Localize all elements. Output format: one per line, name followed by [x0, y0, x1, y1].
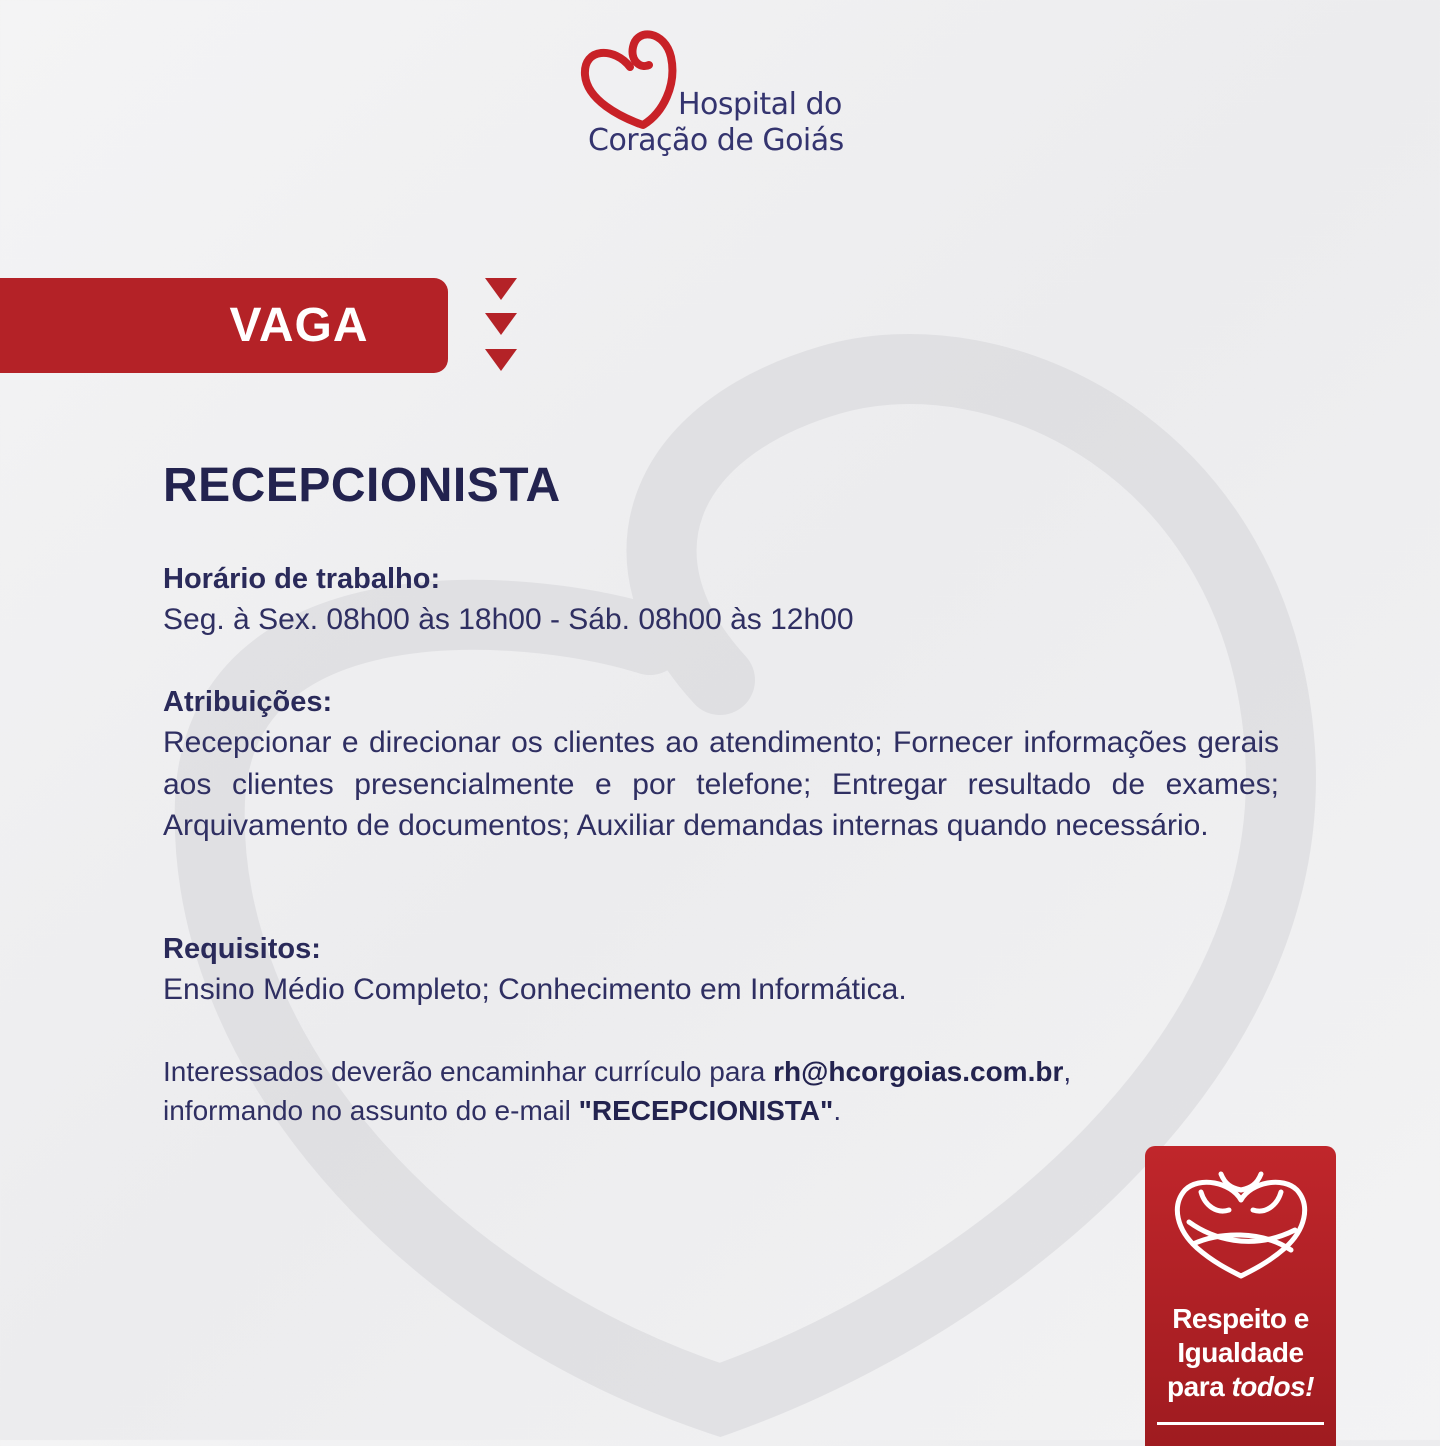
- contact-subject: "RECEPCIONISTA": [578, 1095, 834, 1126]
- logo-text-line1: Hospital do: [678, 87, 842, 122]
- triple-chevron-down-icon: [483, 276, 519, 376]
- contact-middle: , informando no assunto do e-mail: [163, 1056, 1072, 1126]
- vaga-label: VAGA: [229, 299, 369, 352]
- contact-email[interactable]: rh@hcorgoias.com.br: [773, 1056, 1064, 1087]
- schedule-section: [163, 559, 1279, 641]
- duties-text: Recepcionar e direcionar os clientes ao atendimento; Fornecer informações gerais aos clientes presencialmente e por telefone; Entregar resultado de exames; Arquivamento de documentos; Auxiliar demandas internas quando necessário.: [163, 726, 1279, 842]
- duties-section: [163, 682, 1279, 847]
- badge-underline: [1157, 1422, 1324, 1425]
- requirements-heading: Requisitos:: [163, 933, 321, 965]
- contact-instructions: [163, 1052, 1213, 1130]
- badge-line3-a: para: [1167, 1371, 1232, 1402]
- badge-line3-b: todos!: [1231, 1371, 1314, 1402]
- requirements-section: [163, 929, 1279, 1011]
- hospital-logo: [570, 25, 880, 175]
- contact-prefix: Interessados deverão encaminhar currículo para: [163, 1056, 774, 1087]
- badge-line3: [1145, 1370, 1336, 1404]
- respect-equality-badge: [1145, 1146, 1336, 1446]
- heart-icon: [575, 25, 685, 130]
- badge-text: [1145, 1302, 1336, 1404]
- logo-text-line2: Coração de Goiás: [588, 123, 844, 158]
- schedule-heading: Horário de trabalho:: [163, 563, 441, 595]
- job-title: RECEPCIONISTA: [163, 459, 561, 512]
- requirements-text: Ensino Médio Completo; Conhecimento em Informática.: [163, 973, 907, 1006]
- schedule-text: Seg. à Sex. 08h00 às 18h00 - Sáb. 08h00 às 12h00: [163, 603, 854, 636]
- vaga-banner: [0, 278, 448, 373]
- contact-suffix: .: [833, 1095, 842, 1126]
- duties-heading: Atribuições:: [163, 686, 333, 718]
- hug-heart-icon: [1161, 1160, 1321, 1290]
- badge-line1: Respeito e: [1172, 1303, 1309, 1334]
- badge-line2: Igualdade: [1177, 1337, 1304, 1368]
